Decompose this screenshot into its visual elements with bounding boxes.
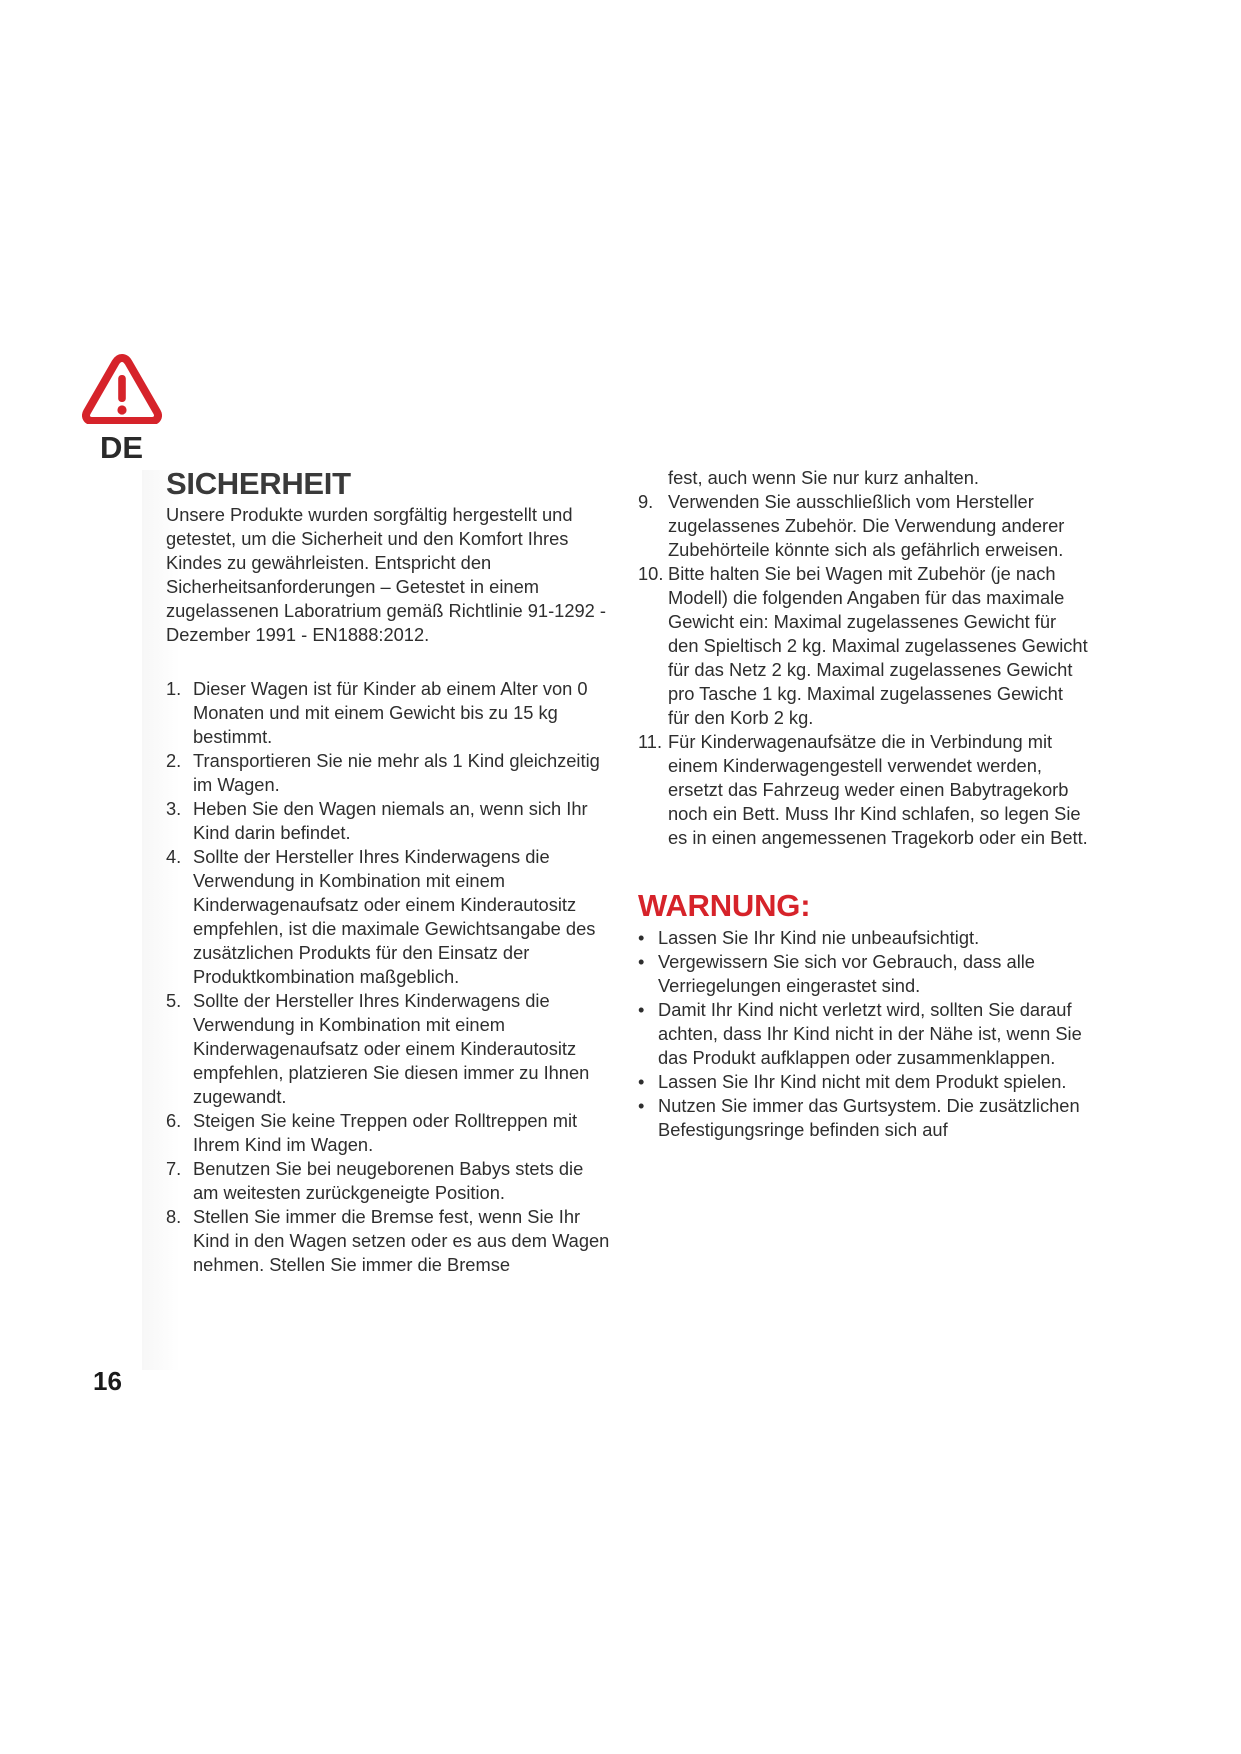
rule-8-continuation: fest, auch wenn Sie nur kurz anhalten. <box>668 467 979 488</box>
list-item: 9. Verwenden Sie ausschließlich vom Hersteller zugelassenes Zubehör. Die Verwendung anderer Zubehörteile könnte sich als gefährlich erweisen. <box>638 491 1065 560</box>
list-item: 7. Benutzen Sie bei neugeborenen Babys stets die am weitesten zurückgeneigte Position. <box>166 1158 584 1203</box>
list-item: • Lassen Sie Ihr Kind nicht mit dem Produkt spielen. <box>638 1071 1067 1092</box>
list-item: 8. Stellen Sie immer die Bremse fest, wenn Sie Ihr Kind in den Wagen setzen oder es aus dem Wagen nehmen. Stellen Sie immer die Bremse <box>166 1206 610 1275</box>
list-item: • Damit Ihr Kind nicht verletzt wird, sollten Sie darauf achten, dass Ihr Kind nicht in der Nähe ist, wenn Sie das Produkt aufklappen oder zusammenklappen. <box>638 999 1082 1068</box>
right-column <box>638 466 1088 1142</box>
safety-title: SICHERHEIT <box>166 466 351 501</box>
safety-intro: Unsere Produkte wurden sorgfältig hergestellt und getestet, um die Sicherheit und den Komfort Ihres Kindes zu gewährleisten. Entspricht den Sicherheitsanforderungen – Getestet in einem zugelassenen Laboratrium gemäß Richtlinie 91-1292 - Dezember 1991 - EN1888:2012. <box>166 504 607 645</box>
list-item: 1. Dieser Wagen ist für Kinder ab einem Alter von 0 Monaten und mit einem Gewicht bis zu 15 kg bestimmt. <box>166 678 588 747</box>
list-item: • Nutzen Sie immer das Gurtsystem. Die zusätzlichen Befestigungsringe befinden sich auf <box>638 1095 1080 1140</box>
list-item: 6. Steigen Sie keine Treppen oder Rolltreppen mit Ihrem Kind im Wagen. <box>166 1110 578 1155</box>
language-code: DE <box>100 430 144 465</box>
safety-rules-list-continued <box>638 490 1088 850</box>
warning-title: WARNUNG: <box>638 888 811 923</box>
list-item: 10. Bitte halten Sie bei Wagen mit Zubehör (je nach Modell) die folgenden Angaben für das maximale Gewicht ein: Maximal zugelassenes Gewicht für den Spieltisch 2 kg. Maximal zugelassenes Gewicht für das Netz 2 kg. Maximal zugelassenes Gewicht pro Tasche 1 kg. Maximal zugelassenes Gewicht für den Korb 2 kg. <box>638 563 1088 728</box>
page-number: 16 <box>93 1366 122 1396</box>
list-item: 3. Heben Sie den Wagen niemals an, wenn sich Ihr Kind darin befindet. <box>166 798 588 843</box>
list-item: • Lassen Sie Ihr Kind nie unbeaufsichtigt. <box>638 927 980 948</box>
list-item: 4. Sollte der Hersteller Ihres Kinderwagens die Verwendung in Kombination mit einem Kinderwagenaufsatz oder einem Kinderautositz empfehlen, ist die maximale Gewichtsangabe des zusätzlichen Produkts für den Einsatz der Produktkombination maßgeblich. <box>166 846 596 987</box>
warning-list <box>638 926 1088 1142</box>
list-item: • Vergewissern Sie sich vor Gebrauch, dass alle Verriegelungen eingerastet sind. <box>638 951 1035 996</box>
left-column <box>166 466 612 1277</box>
list-item: 2. Transportieren Sie nie mehr als 1 Kind gleichzeitig im Wagen. <box>166 750 600 795</box>
list-item: 5. Sollte der Hersteller Ihres Kinderwagens die Verwendung in Kombination mit einem Kinderwagenaufsatz oder einem Kinderautositz empfehlen, platzieren Sie diesen immer zu Ihnen zugewandt. <box>166 990 590 1107</box>
warning-triangle-icon <box>82 352 162 424</box>
list-item: 11. Für Kinderwagenaufsätze die in Verbindung mit einem Kinderwagengestell verwendet werden, ersetzt das Fahrzeug weder einen Babytragekorb noch ein Bett. Muss Ihr Kind schlafen, so legen Sie es in einen angemessenen Tragekorb oder ein Bett. <box>638 731 1088 848</box>
safety-rules-list <box>166 677 612 1277</box>
